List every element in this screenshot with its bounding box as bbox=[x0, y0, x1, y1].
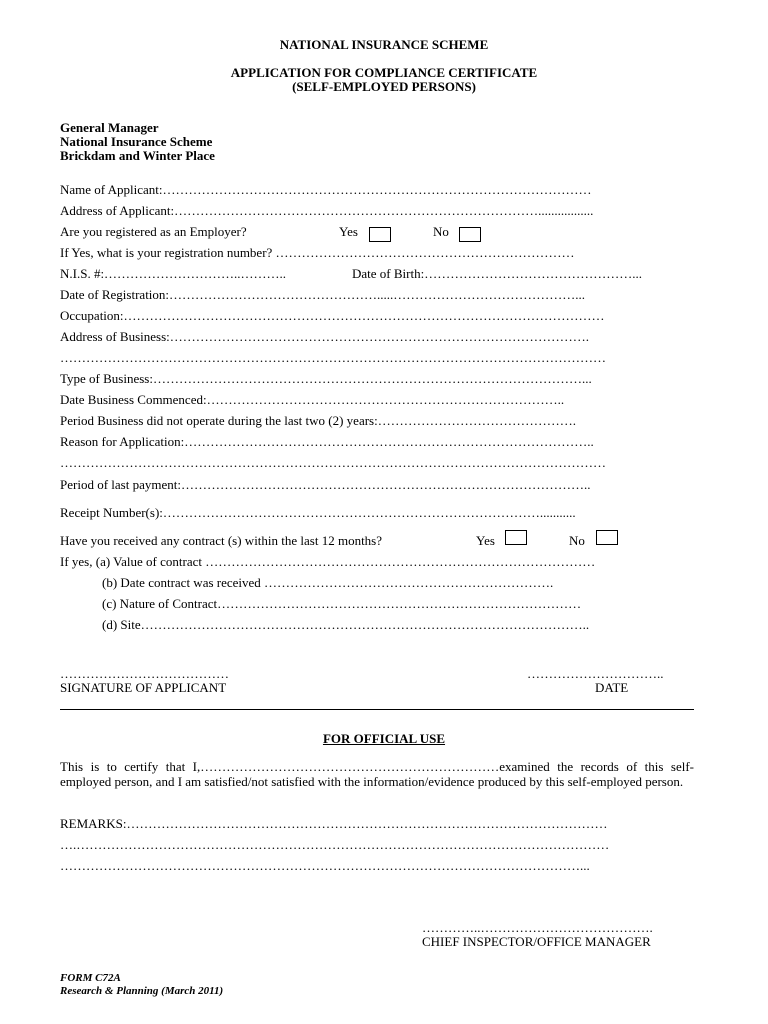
addressee-line-3: Brickdam and Winter Place bbox=[60, 148, 215, 163]
contract-yes-checkbox[interactable] bbox=[505, 530, 527, 545]
signature-label: SIGNATURE OF APPLICANT bbox=[60, 680, 227, 695]
contract-date-field[interactable]: (b) Date contract was received …………………………………………………………. bbox=[102, 575, 554, 590]
official-use-heading: FOR OFFICIAL USE bbox=[322, 731, 446, 746]
remarks-field[interactable]: REMARKS:………………………………………………………………………………………………… bbox=[60, 816, 608, 831]
contract-yes-label: Yes bbox=[476, 533, 495, 548]
employer-yes-label: Yes bbox=[339, 224, 358, 239]
form-subtitle: (SELF-EMPLOYED PERSONS) bbox=[292, 79, 476, 94]
reason-for-application-continued[interactable]: ……………………………………………………………………………………………………………… bbox=[60, 455, 606, 470]
employer-yes-checkbox[interactable] bbox=[369, 227, 391, 242]
contract-site-field[interactable]: (d) Site………………………………………………………………………………………….. bbox=[102, 617, 590, 632]
form-number: FORM C72A bbox=[60, 972, 121, 984]
date-label: DATE bbox=[595, 680, 629, 695]
name-of-applicant-field[interactable]: Name of Applicant:……………………………………………………………………………………… bbox=[60, 182, 592, 197]
address-of-business-field[interactable]: Address of Business:……………………………………………………………………………………. bbox=[60, 329, 590, 344]
contract-value-field[interactable]: If yes, (a) Value of contract ……………………………………………………………………………… bbox=[60, 554, 596, 569]
remarks-line-3[interactable]: …………………………………………………………………………………………………………... bbox=[60, 858, 590, 873]
contract-no-label: No bbox=[569, 533, 585, 548]
remarks-line-2[interactable]: ….…………………………………………………………………………………………………………… bbox=[60, 837, 610, 852]
addressee-line-1: General Manager bbox=[60, 120, 159, 135]
addressee-line-2: National Insurance Scheme bbox=[60, 134, 213, 149]
date-business-commenced-field[interactable]: Date Business Commenced:……………………………………………………………………….. bbox=[60, 392, 565, 407]
employer-question: Are you registered as an Employer? bbox=[60, 224, 247, 239]
department-note: Research & Planning (March 2011) bbox=[60, 985, 224, 997]
contract-question: Have you received any contract (s) within the last 12 months? bbox=[60, 533, 383, 548]
reason-for-application-field[interactable]: Reason for Application:………………………………………………………………………………….. bbox=[60, 434, 594, 449]
employer-no-label: No bbox=[433, 224, 449, 239]
address-of-business-continued[interactable]: ……………………………………………………………………………………………………………… bbox=[60, 350, 606, 365]
date-of-registration-field[interactable]: Date of Registration:………………………………………….....……………………………………... bbox=[60, 287, 586, 302]
employer-no-checkbox[interactable] bbox=[459, 227, 481, 242]
officer-signature-label: CHIEF INSPECTOR/OFFICE MANAGER bbox=[422, 934, 651, 949]
period-of-last-payment-field[interactable]: Period of last payment:………………………………………………………………………………….. bbox=[60, 477, 591, 492]
period-not-operated-field[interactable]: Period Business did not operate during the last two (2) years:………………………………………. bbox=[60, 413, 576, 428]
receipt-numbers-field[interactable]: Receipt Number(s):……………………………………………………………………………........... bbox=[60, 505, 576, 520]
date-line[interactable]: ………………………….. bbox=[527, 666, 664, 681]
address-of-applicant-field[interactable]: Address of Applicant:…………………………………………………………………………................. bbox=[60, 203, 594, 218]
registration-number-field[interactable]: If Yes, what is your registration number? …………………………………………………………… bbox=[60, 245, 575, 260]
officer-signature-line[interactable]: …………..…………………………………. bbox=[422, 920, 653, 935]
form-title: APPLICATION FOR COMPLIANCE CERTIFICATE bbox=[230, 65, 538, 80]
signature-line[interactable]: ………………………………… bbox=[60, 666, 229, 681]
contract-nature-field[interactable]: (c) Nature of Contract………………………………………………………………………… bbox=[102, 596, 582, 611]
section-divider bbox=[60, 709, 694, 710]
nis-number-field[interactable]: N.I.S. #:…………………………..……….. bbox=[60, 266, 287, 281]
occupation-field[interactable]: Occupation:………………………………………………………………………………………………… bbox=[60, 308, 605, 323]
type-of-business-field[interactable]: Type of Business:………………………………………………………………………………………... bbox=[60, 371, 592, 386]
certification-statement: This is to certify that I,……………………………………………………………examined the records of this self-employed person, and I am satisfied/not satisfied with the information/evidence produced by this self-employed person. bbox=[60, 759, 694, 789]
contract-no-checkbox[interactable] bbox=[596, 530, 618, 545]
date-of-birth-field[interactable]: Date of Birth:…………………………………………... bbox=[352, 266, 642, 281]
page-title: NATIONAL INSURANCE SCHEME bbox=[279, 37, 489, 52]
